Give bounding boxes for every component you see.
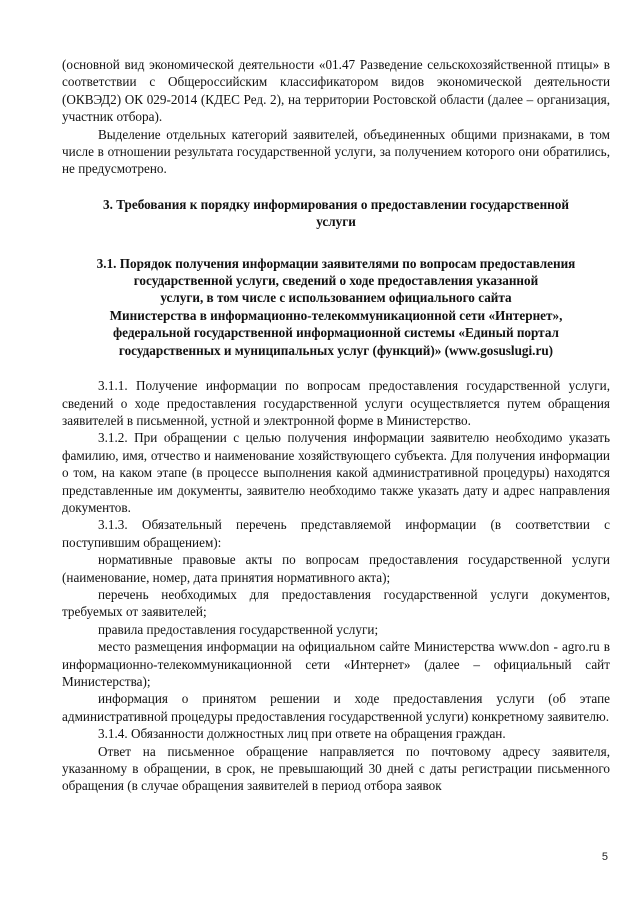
subsection-heading-line: государственных и муниципальных услуг (функций)» (www.gosuslugi.ru) xyxy=(118,342,554,358)
subsection-heading-line: 3.1. Порядок получения информации заявителями по вопросам предоставления xyxy=(96,255,576,271)
section-heading: 3. Требования к порядку информирования о предоставлении государственной услуги xyxy=(103,196,569,230)
subsection-heading xyxy=(62,255,610,359)
paragraph-3-1-1: 3.1.1. Получение информации по вопросам предоставления государственной услуги, сведений о ходе предоставления государственной услуги осуществляется путем обращения заявителей в письменной, устной и электронной форме в Министерство. xyxy=(62,378,610,428)
paragraph-3-1-2: 3.1.2. При обращении с целью получения информации заявителю необходимо указать фамилию, имя, отчество и наименование хозяйствующего субъекта. Для получения информации о том, на каком этапе (в процессе выполнения какой административной процедуры) находятся представленные им документы, заявителю необходимо также указать дату и адрес направления документов. xyxy=(62,430,610,515)
page-number: 5 xyxy=(601,851,608,863)
list-item-official-site: место размещения информации на официальном сайте Министерства www.don - agro.ru в информационно-телекоммуникационной сети «Интернет» (далее – официальный сайт Министерства); xyxy=(62,639,610,689)
list-item-rules: правила предоставления государственной услуги; xyxy=(98,621,379,637)
paragraph-3-1-4: 3.1.4. Обязанности должностных лиц при ответе на обращения граждан. xyxy=(98,726,506,742)
list-item-required-documents: перечень необходимых для предоставления государственной услуги документов, требуемых от заявителей; xyxy=(62,586,610,620)
subsection-heading-line: федеральной государственной информационной системы «Единый портал xyxy=(113,325,559,341)
paragraph-applicant-categories: Выделение отдельных категорий заявителей, объединенных общими признаками, в том числе в отношении результата государственной услуги, за получением которого они обратились, не предусмотрено. xyxy=(62,126,610,177)
document-page xyxy=(62,56,610,795)
paragraph-3-1-3: 3.1.3. Обязательный перечень представляемой информации (в соответствии с поступившим обращением): xyxy=(62,517,610,550)
list-item-decision-info: информация о принятом решении и ходе предоставления услуги (об этапе административной процедуры предоставления государственной услуги) конкретному заявителю. xyxy=(62,691,610,724)
subsection-heading-line: государственной услуги, сведений о ходе предоставления указанной xyxy=(133,273,539,289)
list-item-legal-acts: нормативные правовые акты по вопросам предоставления государственной услуги (наименование, номер, дата принятия нормативного акта); xyxy=(62,552,610,585)
subsection-heading-line: Министерства в информационно-телекоммуникационной сети «Интернет», xyxy=(109,307,563,323)
paragraph-written-reply: Ответ на письменное обращение направляется по почтовому адресу заявителя, указанному в обращении, в срок, не превышающий 30 дней с даты регистрации письменного обращения (в случае обращения заявителей в период отбора заявок xyxy=(62,743,610,794)
subsection-heading-line: услуги, в том числе с использованием официального сайта xyxy=(160,290,512,306)
paragraph-activity-type: (основной вид экономической деятельности «01.47 Разведение сельскохозяйственной птицы» в соответствии с Общероссийским классификатором видов экономической деятельности (ОКВЭД2) ОК 029-2014 (КДЕС Ред. 2), на территории Ростовской области (далее – организация, участник отбора). xyxy=(62,57,610,125)
